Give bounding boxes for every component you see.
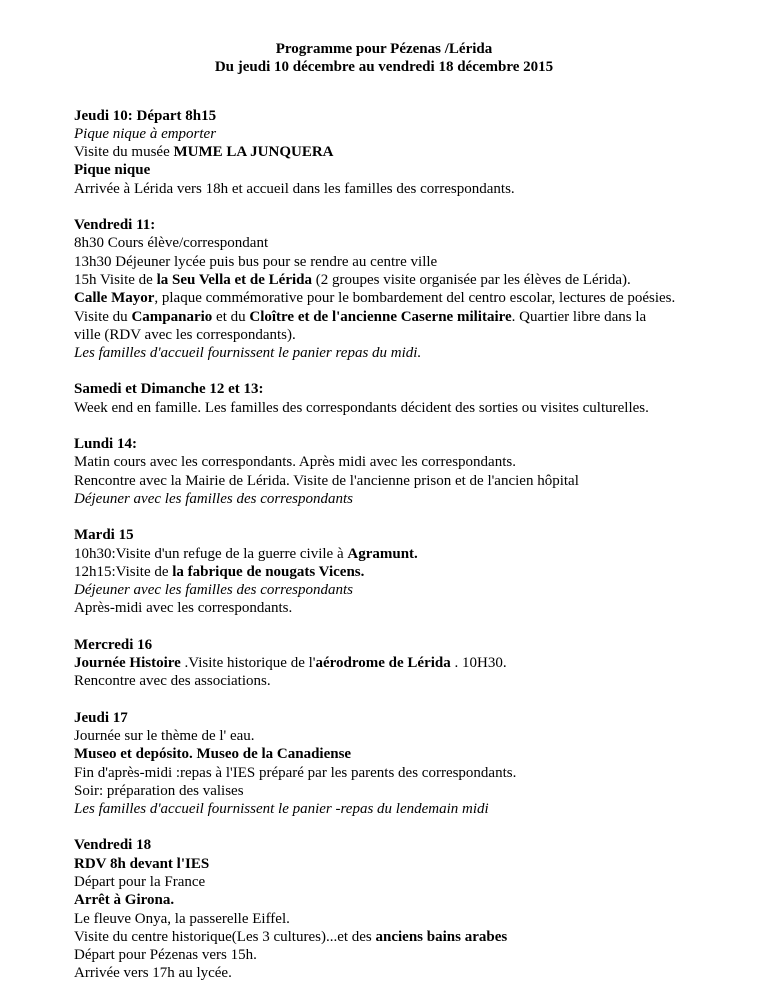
text-run: 10h30:Visite d'un refuge de la guerre civile à bbox=[74, 545, 348, 562]
text-run: Visite du centre historique(Les 3 cultures)...et des bbox=[74, 928, 376, 945]
day-line: Pique nique bbox=[74, 162, 151, 179]
document-dates: Du jeudi 10 décembre au vendredi 18 décembre 2015 bbox=[214, 59, 554, 76]
text-run-bold: Journée Histoire bbox=[74, 655, 181, 672]
text-run-bold: Cloître et de l'ancienne Caserne militaire bbox=[249, 308, 512, 325]
text-run-bold: la fabrique de nougats Vicens. bbox=[172, 563, 365, 580]
text-run: . 10H30. bbox=[450, 655, 507, 672]
day-vendredi-18 bbox=[74, 836, 734, 982]
day-vendredi-11 bbox=[74, 216, 734, 362]
text-run-bold: Calle Mayor bbox=[74, 290, 155, 307]
day-line bbox=[74, 563, 734, 581]
day-line bbox=[74, 271, 734, 289]
text-run-bold: la Seu Vella et de Lérida bbox=[156, 271, 312, 288]
day-line bbox=[74, 928, 734, 946]
day-heading: Jeudi 17 bbox=[74, 709, 128, 726]
day-line: Fin d'après-midi :repas à l'IES préparé par les parents des correspondants. bbox=[74, 764, 517, 781]
document-title: Programme pour Pézenas /Lérida bbox=[275, 41, 493, 57]
day-line: Week end en famille. Les familles des correspondants décident des sorties ou visites culturelles. bbox=[74, 399, 649, 416]
day-mercredi-16 bbox=[74, 636, 734, 691]
text-run: . Quartier libre dans la ville (RDV avec les correspondants). bbox=[74, 308, 647, 343]
day-heading: Samedi et Dimanche 12 et 13: bbox=[74, 381, 264, 398]
day-samedi-dimanche bbox=[74, 380, 734, 417]
day-jeudi-10 bbox=[74, 107, 734, 198]
day-line: 8h30 Cours élève/correspondant bbox=[74, 235, 269, 252]
day-heading: Mercredi 16 bbox=[74, 636, 153, 653]
text-run: Visite du musée bbox=[74, 144, 174, 161]
day-line bbox=[74, 308, 674, 345]
text-run: 15h Visite de bbox=[74, 271, 157, 288]
text-run-bold: aérodrome de Lérida bbox=[315, 655, 451, 672]
day-line: Après-midi avec les correspondants. bbox=[74, 600, 293, 617]
day-line: 13h30 Déjeuner lycée puis bus pour se rendre au centre ville bbox=[74, 253, 438, 270]
day-line: Déjeuner avec les familles des correspondants bbox=[74, 490, 353, 507]
day-line bbox=[74, 143, 734, 161]
day-heading: Mardi 15 bbox=[74, 527, 134, 544]
day-line: Les familles d'accueil fournissent le panier -repas du lendemain midi bbox=[74, 801, 489, 818]
text-run: .Visite historique de l' bbox=[180, 655, 316, 672]
day-line: Arrivée vers 17h au lycée. bbox=[74, 965, 232, 982]
day-line: Museo et depósito. Museo de la Canadiense bbox=[74, 746, 352, 763]
day-line: Soir: préparation des valises bbox=[74, 782, 244, 799]
day-line: Rencontre avec des associations. bbox=[74, 673, 271, 690]
day-line bbox=[74, 545, 734, 563]
day-mardi-15 bbox=[74, 526, 734, 617]
day-line: Journée sur le thème de l' eau. bbox=[74, 727, 255, 744]
document-page bbox=[74, 40, 734, 1001]
day-jeudi-17 bbox=[74, 709, 734, 819]
day-line: Départ pour Pézenas vers 15h. bbox=[74, 947, 257, 964]
text-run: 12h15:Visite de bbox=[74, 563, 173, 580]
day-lundi-14 bbox=[74, 435, 734, 508]
day-heading: Lundi 14: bbox=[74, 436, 137, 453]
text-run-bold: MUME LA JUNQUERA bbox=[173, 144, 334, 161]
day-line: Arrêt à Girona. bbox=[74, 892, 175, 909]
day-line: Pique nique à emporter bbox=[74, 125, 217, 142]
day-heading: Jeudi 10: Départ 8h15 bbox=[74, 107, 217, 124]
text-run: (2 groupes visite organisée par les élèves de Lérida). bbox=[312, 271, 631, 288]
text-run: , plaque commémorative pour le bombardement del centro escolar, lectures de poésies. bbox=[154, 290, 676, 307]
text-run: et du bbox=[212, 308, 250, 325]
day-heading: Vendredi 18 bbox=[74, 837, 152, 854]
day-line: Arrivée à Lérida vers 18h et accueil dans les familles des correspondants. bbox=[74, 180, 515, 197]
day-line bbox=[74, 654, 734, 672]
text-run-bold: Agramunt. bbox=[347, 545, 418, 562]
text-run-bold: Campanario bbox=[131, 308, 213, 325]
day-line: Les familles d'accueil fournissent le panier repas du midi. bbox=[74, 345, 422, 362]
day-line: Départ pour la France bbox=[74, 873, 206, 890]
day-line: Matin cours avec les correspondants. Après midi avec les correspondants. bbox=[74, 454, 516, 471]
day-line: Rencontre avec la Mairie de Lérida. Visite de l'ancienne prison et de l'ancien hôpital bbox=[74, 472, 579, 489]
day-heading: Vendredi 11: bbox=[74, 217, 156, 234]
day-line: RDV 8h devant l'IES bbox=[74, 855, 210, 872]
day-line: Le fleuve Onya, la passerelle Eiffel. bbox=[74, 910, 290, 927]
text-run-bold: anciens bains arabes bbox=[375, 928, 508, 945]
document-header bbox=[74, 40, 694, 77]
text-run: Visite du bbox=[74, 308, 132, 325]
day-line bbox=[74, 289, 734, 307]
day-line: Déjeuner avec les familles des correspondants bbox=[74, 582, 353, 599]
